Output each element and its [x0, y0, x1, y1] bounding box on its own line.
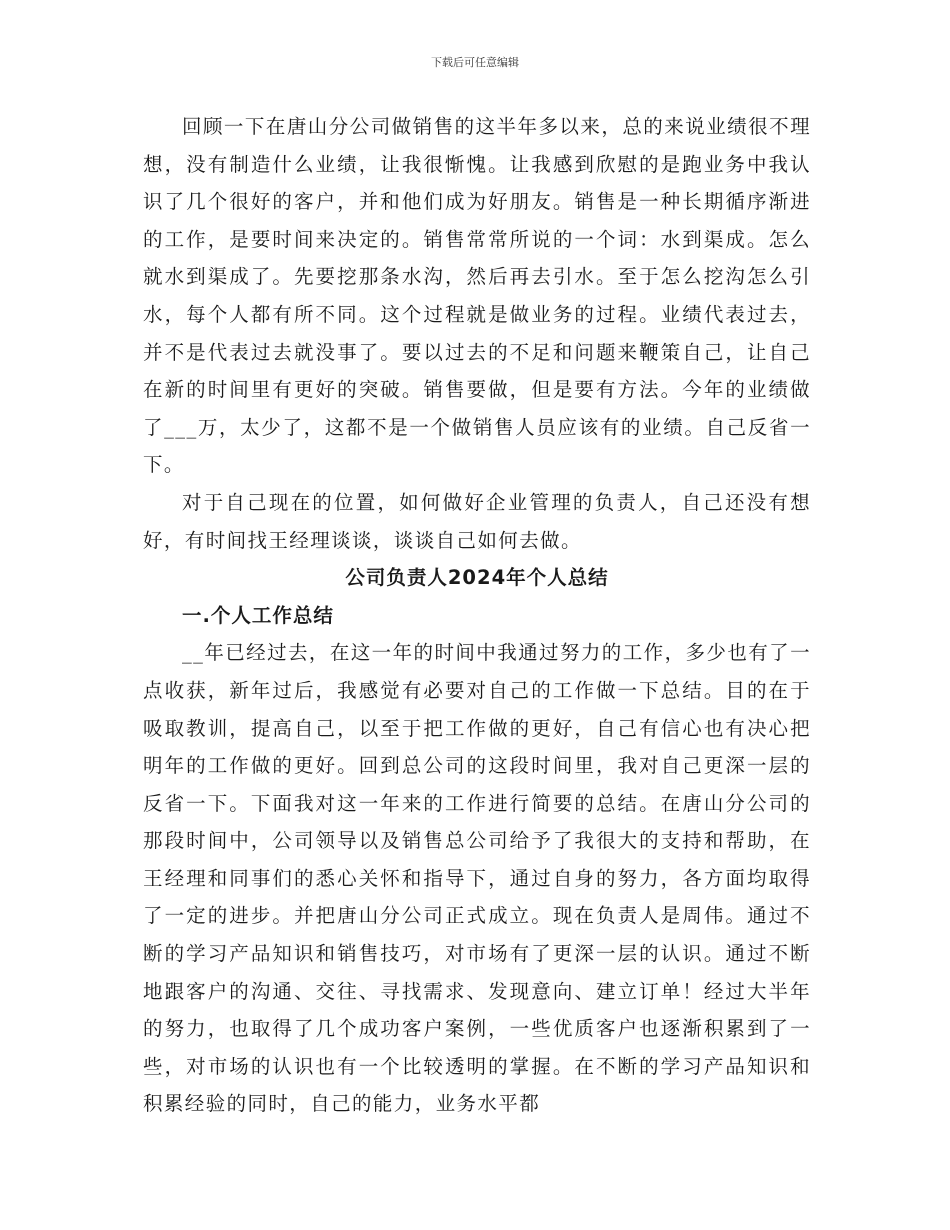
paragraph-summary: __年已经过去，在这一年的时间中我通过努力的工作，多少也有了一点收获，新年过后，我感觉有必要对自己的工作做一下总结。目的在于吸取教训，提高自己，以至于把工作做的更好，自己有信心也有决心把明年的工作做的更好。回到总公司的这段时间里，我对自己更深一层的反省一下。下面我对这一年来的工作进行简要的总结。在唐山分公司的那段时间中，公司领导以及销售总公司给予了我很大的支持和帮助，在王经理和同事们的悉心关怀和指导下，通过自身的努力，各方面均取得了一定的进步。并把唐山分公司正式成立。现在负责人是周伟。通过不断的学习产品知识和销售技巧，对市场有了更深一层的认识。通过不断地跟客户的沟通、交往、寻找需求、发现意向、建立订单！经过大半年的努力，也取得了几个成功客户案例，一些优质客户也逐渐积累到了一些，对市场的认识也有一个比较透明的掌握。在不断的学习产品知识和积累经验的同时，自己的能力，业务水平都	[143, 641, 811, 1116]
paragraph-review: 回顾一下在唐山分公司做销售的这半年多以来，总的来说业绩很不理想，没有制造什么业绩，让我很惭愧。让我感到欣慰的是跑业务中我认识了几个很好的客户，并和他们成为好朋友。销售是一种长期循序渐进的工作，是要时间来决定的。销售常常所说的一个词：水到渠成。怎么就水到渠成了。先要挖那条水沟，然后再去引水。至于怎么挖沟怎么引水，每个人都有所不同。这个过程就是做业务的过程。业绩代表过去，并不是代表过去就没事了。要以过去的不足和问题来鞭策自己，让自己在新的时间里有更好的突破。销售要做，但是要有方法。今年的业绩做了___万，太少了，这都不是一个做销售人员应该有的业绩。自己反省一下。	[143, 115, 811, 477]
paragraph-position: 对于自己现在的位置，如何做好企业管理的负责人，自己还没有想好，有时间找王经理谈谈，谈谈自己如何去做。	[143, 490, 811, 552]
document-body	[143, 108, 811, 1123]
page-header: 下载后可任意编辑	[431, 56, 519, 69]
section-heading: 一.个人工作总结	[182, 603, 334, 627]
document-title: 公司负责人2024年个人总结	[345, 566, 609, 590]
